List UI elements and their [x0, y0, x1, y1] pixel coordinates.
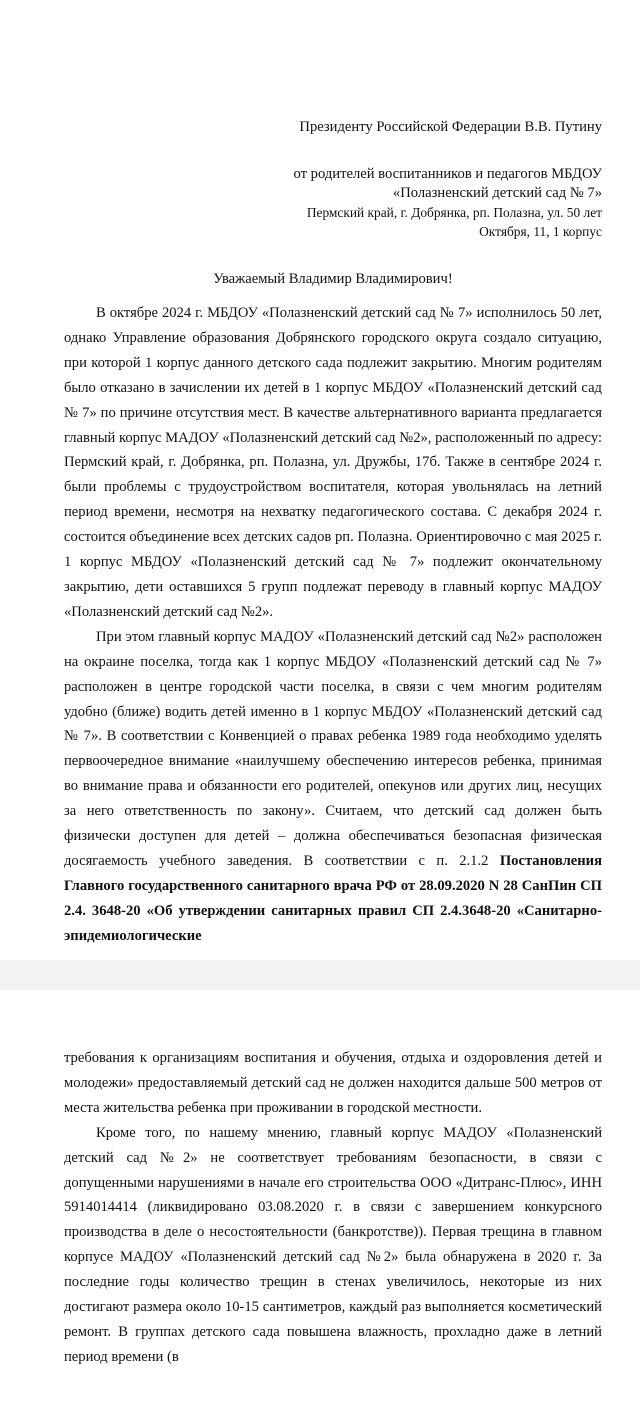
paragraph-1: В октябре 2024 г. МБДОУ «Полазненский детский сад № 7» исполнилось 50 лет, однако Управление образования Добрянского городского округа создало ситуацию, при которой 1 корпус данного детского сада подлежит закрытию. Многим родителям было отказано в зачислении их детей в 1 корпус МБДОУ «Полазненский детский сад № 7» по причине отсутствия мест. В качестве альтернативного варианта предлагается главный корпус МАДОУ «Полазненский детский сад №2», расположенный по адресу: Пермский край, г. Добрянка, рп. Полазна, ул. Дружбы, 17б. Также в сентябре 2024 г. были проблемы с трудоустройством воспитателя, которая увольнялась на летний период времени, несмотря на нехватку педагогического состава. С декабря 2024 г. состоится объединение всех детских садов рп. Полазна. Ориентировочно с мая 2025 г. 1 корпус МБДОУ «Полазненский детский сад № 7» подлежит окончательному закрытию, дети оставшихся 5 групп подлежат переводу в главный корпус МАДОУ «Полазненский детский сад №2».	[64, 305, 602, 620]
paragraph-2-text: При этом главный корпус МАДОУ «Полазненский детский сад №2» расположен на окраине поселка, тогда как 1 корпус МБДОУ «Полазненский детский сад № 7» расположен в центре городской части поселка, в связи с чем многим родителям удобно (ближе) водить детей именно в 1 корпус МБДОУ «Полазненский детский сад № 7». В соответствии с Конвенцией о правах ребенка 1989 года необходимо уделять первоочередное внимание «наилучшему обеспечению интересов ребенка, принимая во внимание права и обязанности его родителей, опекунов или других лиц, несущих за него ответственность по закону». Считаем, что детский сад должен быть физически доступен для детей – должна обеспечиваться безопасная физическая досягаемость учебного заведения. В соответствии с п. 2.1.2	[64, 628, 602, 869]
paragraph-4-rest-text: Первая трещина в главном корпусе МАДОУ «Полазненский детский сад №2» была обнаружена в 2020 г. За последние годы количество трещин в стенах увеличилось, некоторые из них достигают размера около 10-15 сантиметров, каждый раз выполняется косметический ремонт. В группах детского сада повышена влажность, прохладно даже в летний период времени (в	[64, 1224, 602, 1365]
greeting: Уважаемый Владимир Владимирович!	[213, 271, 453, 287]
paragraph-2	[64, 625, 602, 949]
paragraph-4	[64, 1121, 602, 1370]
paragraph-4-text: Кроме того, по нашему мнению, главный корпус МАДОУ «Полазненский детский сад №2»	[64, 1124, 602, 1166]
paragraph-2-bold-text: Постановления Главного государственного санитарного врача РФ от 28.09.2020 N 28 СанПин СП 2.4. 3648-20 «Об утверждении санитарных правил СП 2.4.3648-20 «Санитарно-эпидемиологические	[64, 852, 602, 944]
paragraph-4-emphasis-text: не соответствует требованиям безопасности, в связи с допущенными нарушениями в начале его строительства ООО «Дитранс-Плюс», ИНН 5914014414 (ликвидировано 03.08.2020 г. в связи с завершением конкурсного производства в деле о несостоятельности (банкротстве)).	[64, 1149, 602, 1241]
page-2-content	[64, 1046, 602, 1370]
paragraph-3: требования к организациям воспитания и обучения, отдыха и оздоровления детей и молодежи» предоставляемый детский сад не должен находится дальше 500 метров от места жительства ребенка при проживании в городской местности.	[64, 1050, 602, 1116]
sender-line-2: «Полазненский детский сад № 7»	[392, 185, 602, 201]
sender-line-4: Октября, 11, 1 корпус	[479, 224, 602, 239]
document-page-2	[0, 990, 640, 1422]
page-1-content	[64, 118, 602, 949]
sender-line-1: от родителей воспитанников и педагогов МБДОУ	[293, 166, 602, 182]
sender-line-3: Пермский край, г. Добрянка, рп. Полазна, ул. 50 лет	[306, 205, 602, 220]
recipient-line: Президенту Российской Федерации В.В. Путину	[299, 119, 602, 135]
